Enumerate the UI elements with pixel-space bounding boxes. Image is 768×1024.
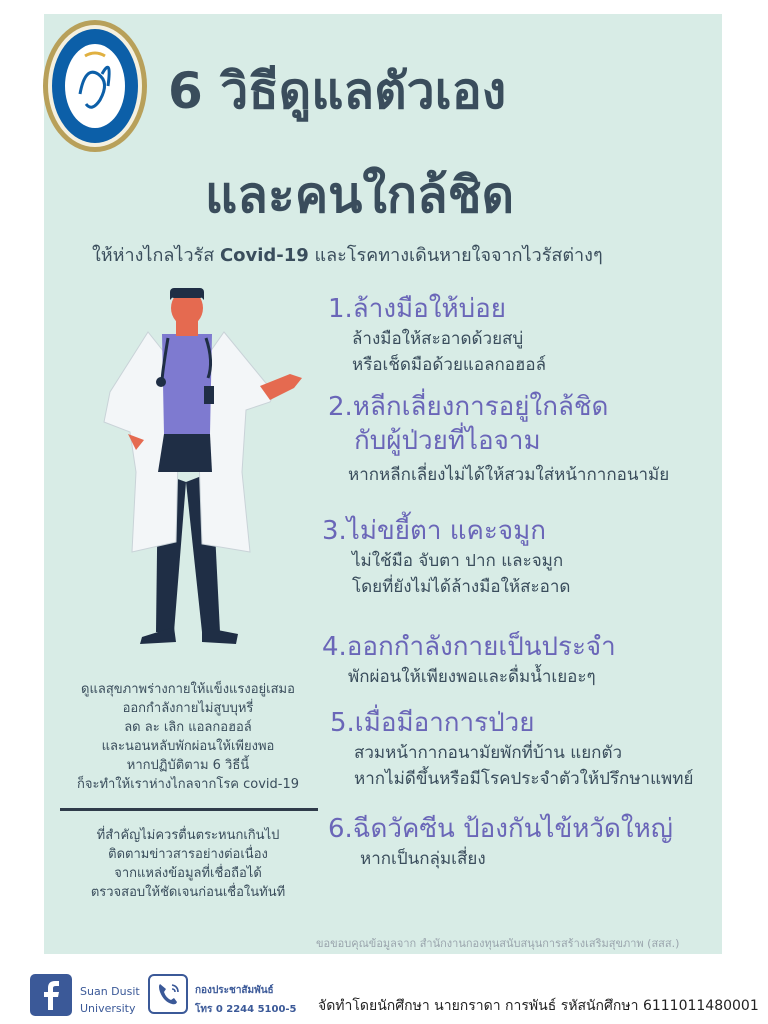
made-by-note: จัดทำโดยนักศึกษา นายกราดา การพันธ์ รหัสนักศึกษา 6111011480001 (318, 998, 759, 1014)
subtitle (92, 240, 712, 269)
tip-6-heading: 6.ฉีดวัคซีน ป้องกันไข้หวัดใหญ่ (328, 814, 673, 844)
tip-1-desc-2: หรือเช็ดมือด้วยแอลกอฮอล์ (352, 355, 546, 375)
facebook-icon[interactable] (30, 974, 72, 1016)
tip-5-heading: 5.เมื่อมีอาการป่วย (330, 708, 535, 738)
health-note-line: และนอนหลับพักผ่อนให้เพียงพอ (101, 739, 275, 754)
facebook-label-line-2: University (80, 1002, 136, 1015)
subtitle-covid: Covid-19 (219, 245, 309, 266)
tip-4-heading: 4.ออกกำลังกายเป็นประจำ (322, 632, 616, 662)
news-note-line: ตรวจสอบให้ชัดเจนก่อนเชื่อในทันที (90, 885, 286, 900)
title-line-2: และคนใกล้ชิด (205, 166, 515, 224)
news-note-line: จากแหล่งข้อมูลที่เชื่อถือได้ (114, 866, 262, 881)
health-note (58, 680, 318, 794)
facebook-label[interactable] (80, 983, 140, 1017)
health-note-line: ลด ละ เลิก แอลกอฮอล์ (124, 720, 252, 735)
tip-3-desc-1: ไม่ใช้มือ จับตา ปาก และจมูก (352, 551, 564, 571)
tip-5-desc-1: สวมหน้ากากอนามัยพักที่บ้าน แยกตัว (354, 743, 623, 763)
tip-1 (328, 292, 546, 378)
tip-4-desc-1: พักผ่อนให้เพียงพอและดื่มน้ำเยอะๆ (348, 667, 596, 687)
news-note-line: ที่สำคัญไม่ควรตื่นตระหนกเกินไป (96, 828, 280, 843)
tip-3-desc-2: โดยที่ยังไม่ได้ล้างมือให้สะอาด (352, 577, 571, 597)
news-note (58, 826, 318, 902)
tip-5 (330, 706, 693, 792)
health-note-line: ดูแลสุขภาพร่างกายให้แข็งแรงอยู่เสมอ (81, 682, 295, 697)
phone-number[interactable]: โทร 0 2244 5100-5 (195, 1004, 297, 1015)
news-note-line: ติดตามข่าวสารอย่างต่อเนื่อง (108, 847, 268, 862)
subtitle-before: ให้ห่างไกลไวรัส (92, 245, 220, 266)
tip-1-heading: 1.ล้างมือให้บ่อย (328, 294, 506, 324)
tip-2-heading-2: กับผู้ป่วยที่ไอจาม (354, 426, 541, 456)
health-note-line: ก็จะทำให้เราห่างไกลจากโรค covid-19 (76, 777, 300, 792)
health-note-line: ออกกำลังกายไม่สูบบุหรี่ (122, 701, 254, 716)
doctor-illustration (70, 282, 320, 672)
title-line-1: 6 วิธีดูแลตัวเอง (168, 62, 507, 120)
tip-2 (328, 390, 669, 488)
suan-dusit-logo (40, 16, 150, 156)
contact-info (195, 981, 297, 1019)
facebook-label-line-1: Suan Dusit (80, 985, 140, 998)
tip-1-desc-1: ล้างมือให้สะอาดด้วยสบู่ (352, 329, 524, 349)
tip-4 (322, 630, 616, 690)
section-divider (60, 808, 318, 811)
tip-2-desc-1: หากหลีกเลี่ยงไม่ได้ให้สวมใส่หน้ากากอนามัย (348, 465, 670, 485)
tip-2-heading-1: 2.หลีกเลี่ยงการอยู่ใกล้ชิด (328, 392, 609, 422)
subtitle-after: และโรคทางเดินหายใจจากไวรัสต่างๆ (308, 245, 603, 266)
credit-note: ขอขอบคุณข้อมูลจาก สำนักงานกองทุนสนับสนุนการสร้างเสริมสุขภาพ (สสส.) (316, 937, 680, 950)
tip-6-desc-1: หากเป็นกลุ่มเสี่ยง (360, 849, 486, 869)
tip-6 (328, 812, 673, 872)
tip-5-desc-2: หากไม่ดีขึ้นหรือมีโรคประจำตัวให้ปรึกษาแพทย์ (354, 769, 694, 789)
health-note-line: หากปฏิบัติตาม 6 วิธีนี้ (126, 758, 250, 773)
pr-department: กองประชาสัมพันธ์ (195, 985, 274, 996)
tip-3 (322, 514, 570, 600)
tip-3-heading: 3.ไม่ขยี้ตา แคะจมูก (322, 516, 547, 546)
phone-icon[interactable] (148, 974, 188, 1014)
